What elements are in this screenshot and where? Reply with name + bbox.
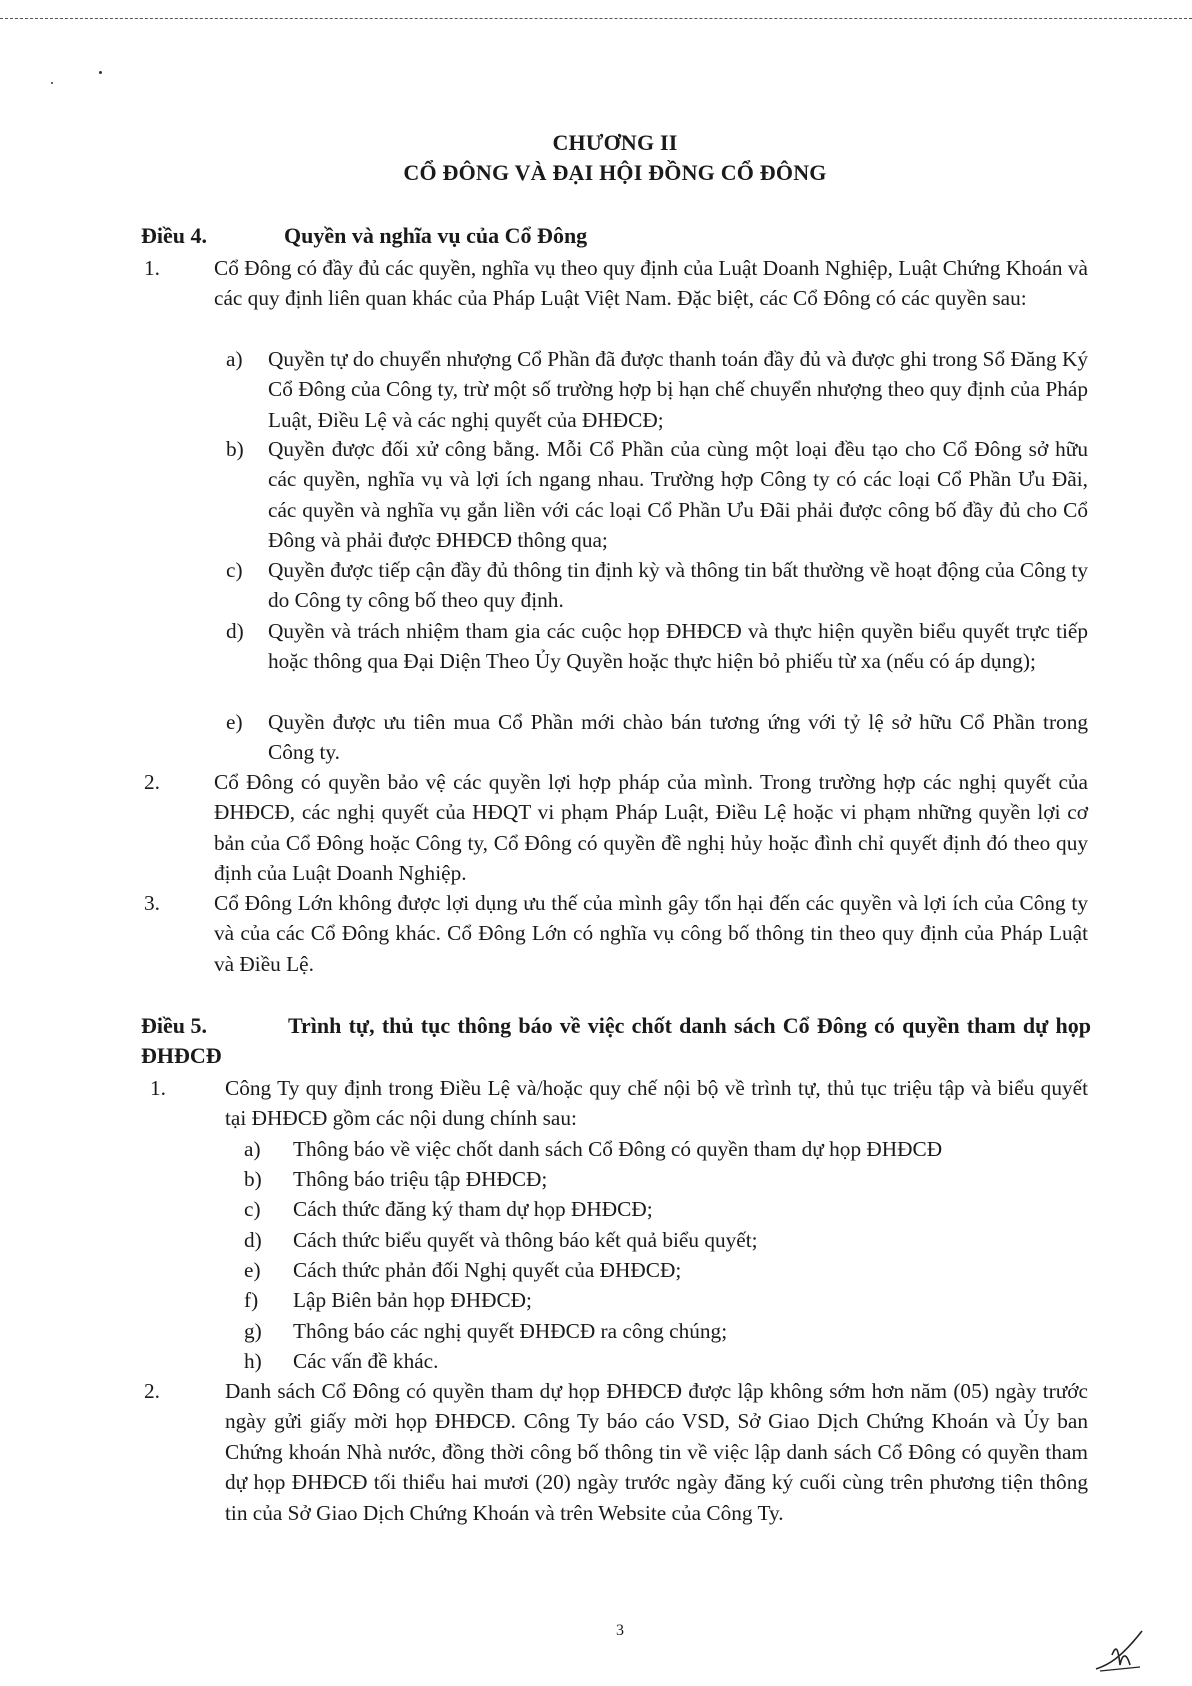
sub-item-letter: c) [226, 558, 243, 582]
sub-item-letter: g) [244, 1319, 262, 1343]
sub-item-letter: e) [244, 1258, 261, 1282]
article-title: Quyền và nghĩa vụ của Cổ Đông [284, 223, 588, 248]
sub-item-text: Thông báo về việc chốt danh sách Cổ Đông có quyền tham dự họp ĐHĐCĐ [293, 1137, 943, 1161]
article-paragraph: Công Ty quy định trong Điều Lệ và/hoặc quy chế nội bộ về trình tự, thủ tục triệu tập và biểu quyết tại ĐHĐCĐ gồm các nội dung chính sau: [225, 1076, 1088, 1131]
page-number: 3 [616, 1622, 624, 1639]
article-number: Điều 4. [141, 223, 207, 248]
article-number: Điều 5. [141, 1013, 207, 1038]
article-4-heading [141, 221, 1091, 251]
sub-item-letter: h) [244, 1349, 262, 1373]
sub-item-text: Thông báo các nghị quyết ĐHĐCĐ ra công chúng; [293, 1319, 728, 1343]
article-title: Trình tự, thủ tục thông báo về việc chốt danh sách Cổ Đông có quyền tham dự họp ĐHĐCĐ [141, 1013, 1091, 1068]
sub-item-letter: a) [226, 347, 243, 371]
sub-item-text: Cách thức biểu quyết và thông báo kết quả biểu quyết; [293, 1228, 758, 1252]
sub-item-text: Lập Biên bản họp ĐHĐCĐ; [293, 1288, 532, 1312]
sub-item-letter: d) [244, 1228, 262, 1252]
article-paragraph: Cổ Đông có đầy đủ các quyền, nghĩa vụ theo quy định của Luật Doanh Nghiệp, Luật Chứng Khoán và các quy định liên quan khác của Pháp Luật Việt Nam. Đặc biệt, các Cổ Đông có các quyền sau: [214, 256, 1088, 311]
list-number: 3. [144, 891, 160, 915]
sub-item-text: Quyền tự do chuyển nhượng Cổ Phần đã được thanh toán đầy đủ và được ghi trong Sổ Đăng Ký Cổ Đông của Công ty, trừ một số trường hợp bị hạn chế chuyển nhượng theo quy định của Pháp Luật, Điều Lệ và các nghị quyết của ĐHĐCĐ; [268, 347, 1088, 432]
sub-item-letter: d) [226, 619, 244, 643]
sub-item-text: Thông báo triệu tập ĐHĐCĐ; [293, 1167, 548, 1191]
chapter-label: CHƯƠNG II [552, 130, 678, 155]
sub-item-letter: e) [226, 710, 243, 734]
sub-item-letter: c) [244, 1197, 261, 1221]
list-number: 1. [150, 1076, 166, 1100]
sub-item-letter: f) [244, 1288, 259, 1312]
article-paragraph: Cổ Đông Lớn không được lợi dụng ưu thế của mình gây tổn hại đến các quyền và lợi ích của Công ty và của các Cổ Đông khác. Cổ Đông Lớn có nghĩa vụ công bố thông tin theo quy định của Pháp Luật và Điều Lệ. [214, 891, 1088, 976]
sub-item-text: Cách thức đăng ký tham dự họp ĐHĐCĐ; [293, 1197, 653, 1221]
chapter-title: CỔ ĐÔNG VÀ ĐẠI HỘI ĐỒNG CỔ ĐÔNG [403, 160, 827, 185]
article-5-heading [141, 1011, 1091, 1071]
sub-item-text: Quyền và trách nhiệm tham gia các cuộc họp ĐHĐCĐ và thực hiện quyền biểu quyết trực tiếp hoặc thông qua Đại Diện Theo Ủy Quyền hoặc thực hiện bỏ phiếu từ xa (nếu có áp dụng); [268, 619, 1088, 674]
sub-item-text: Cách thức phản đối Nghị quyết của ĐHĐCĐ; [293, 1258, 682, 1282]
list-number: 2. [144, 1379, 160, 1403]
signature-initials [1090, 1625, 1150, 1675]
article-paragraph: Danh sách Cổ Đông có quyền tham dự họp ĐHĐCĐ được lập không sớm hơn năm (05) ngày trước ngày gửi giấy mời họp ĐHĐCĐ. Công Ty báo cáo VSD, Sở Giao Dịch Chứng Khoán và Ủy ban Chứng khoán Nhà nước, đồng thời công bố thông tin về việc lập danh sách Cổ Đông có quyền tham dự họp ĐHĐCĐ tối thiểu hai mươi (20) ngày trước ngày đăng ký cuối cùng trên phương tiện thông tin của Sở Giao Dịch Chứng Khoán và trên Website của Công Ty. [225, 1379, 1088, 1525]
sub-item-letter: a) [244, 1137, 261, 1161]
sub-item-letter: b) [244, 1167, 262, 1191]
list-number: 1. [144, 256, 160, 280]
list-number: 2. [144, 770, 160, 794]
sub-item-text: Quyền được đối xử công bằng. Mỗi Cổ Phần của cùng một loại đều tạo cho Cổ Đông sở hữu các quyền, nghĩa vụ và lợi ích ngang nhau. Trường hợp Công ty có các loại Cổ Phần Ưu Đãi, các quyền và nghĩa vụ gắn liền với các loại Cổ Phần Ưu Đãi phải được công bố đầy đủ cho Cổ Đông và phải được ĐHĐCĐ thông qua; [268, 437, 1088, 553]
article-paragraph: Cổ Đông có quyền bảo vệ các quyền lợi hợp pháp của mình. Trong trường hợp các nghị quyết của ĐHĐCĐ, các nghị quyết của HĐQT vi phạm Pháp Luật, Điều Lệ hoặc vi phạm những quyền lợi cơ bản của Cổ Đông hoặc Công ty, Cổ Đông có quyền đề nghị hủy hoặc đình chỉ quyết định đó theo quy định của Luật Doanh Nghiệp. [214, 770, 1088, 886]
sub-item-text: Quyền được tiếp cận đầy đủ thông tin định kỳ và thông tin bất thường về hoạt động của Công ty do Công ty công bố theo quy định. [268, 558, 1088, 613]
sub-item-text: Các vấn đề khác. [293, 1349, 439, 1373]
sub-item-letter: b) [226, 437, 244, 461]
sub-item-text: Quyền được ưu tiên mua Cổ Phần mới chào bán tương ứng với tỷ lệ sở hữu Cổ Phần trong Công ty. [268, 710, 1088, 765]
